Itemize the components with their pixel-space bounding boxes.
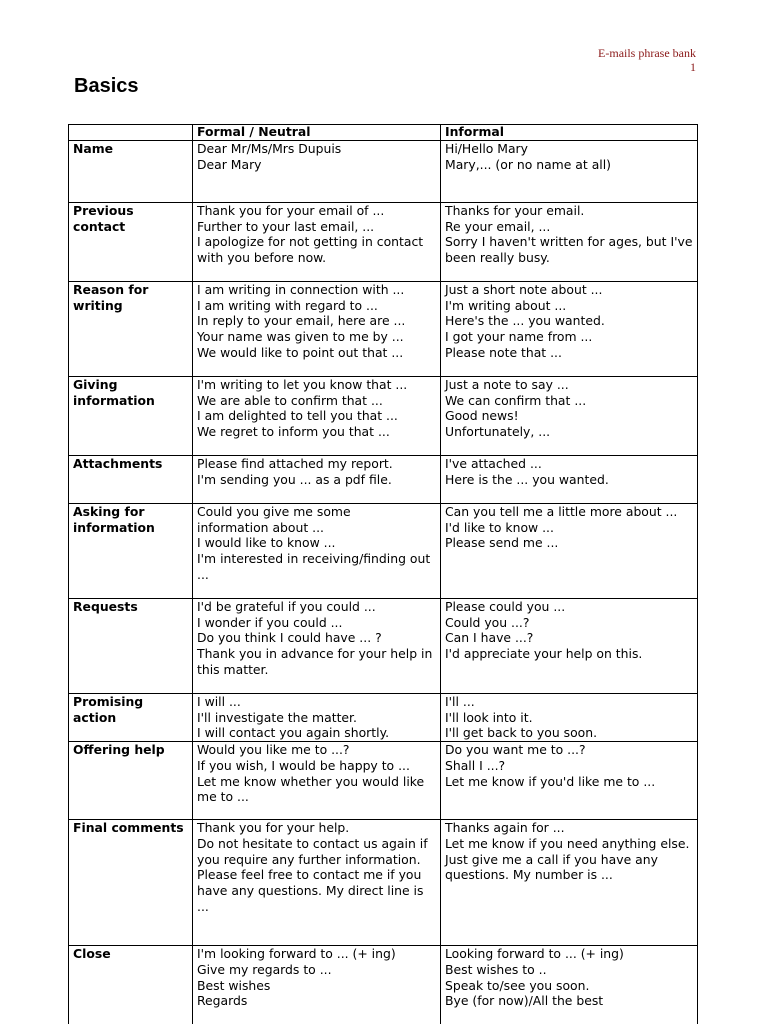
header-doc-name: E-mails phrase bank: [598, 46, 696, 60]
formal-cell: [193, 456, 441, 504]
informal-cell: [441, 946, 698, 1024]
phrase: Shall I ...?: [445, 757, 506, 773]
phrase: Best wishes to ..: [445, 961, 547, 977]
phrase: Let me know if you'd like me to ...: [445, 773, 656, 789]
phrase: I am writing in connection with ...: [197, 282, 405, 297]
phrase: I'm interested in receiving/finding out ...: [197, 551, 431, 582]
phrase: Can I have ...?: [445, 630, 534, 646]
informal-cell: [441, 141, 698, 203]
table-row: [69, 504, 698, 599]
category-cell: Attachments: [69, 456, 193, 504]
table-row: [69, 742, 698, 820]
phrase: We regret to inform you that ...: [197, 424, 390, 440]
informal-cell: [441, 504, 698, 599]
phrase: Let me know whether you would like me to ...: [197, 773, 425, 805]
phrase: In reply to your email, here are ...: [197, 313, 406, 329]
header-category: [69, 125, 193, 141]
phrase: I am writing with regard to ...: [197, 297, 378, 313]
formal-cell: [193, 282, 441, 377]
phrase: Looking forward to ... (+ ing): [445, 946, 624, 962]
phrase: I'm writing to let you know that ...: [197, 377, 408, 392]
phrase: I would like to know ...: [197, 535, 336, 551]
phrase: Best wishes: [197, 977, 271, 993]
category-cell: Giving information: [69, 377, 193, 456]
phrase: Do you want me to ...?: [445, 742, 586, 758]
header-formal: Formal / Neutral: [193, 125, 441, 141]
phrase: I wonder if you could ...: [197, 614, 343, 630]
phrase: Just a short note about ...: [445, 282, 603, 297]
phrase: Do not hesitate to contact us again if you require any further information.: [197, 835, 428, 867]
phrase: Do you think I could have ... ?: [197, 630, 382, 646]
informal-cell: [441, 456, 698, 504]
phrase: Speak to/see you soon.: [445, 977, 590, 993]
category-cell: Promising action: [69, 694, 193, 742]
table-row: [69, 820, 698, 946]
phrase: Re your email, ...: [445, 218, 551, 234]
phrase: I got your name from ...: [445, 329, 593, 345]
phrase: Sorry I haven't written for ages, but I've been really busy.: [445, 234, 693, 266]
table-row: [69, 599, 698, 694]
phrase: Thank you in advance for your help in this matter.: [197, 646, 433, 677]
phrase: Just a note to say ...: [445, 377, 569, 392]
header-informal: Informal: [441, 125, 698, 141]
informal-cell: [441, 694, 698, 742]
category-cell: Requests: [69, 599, 193, 694]
informal-cell: [441, 742, 698, 820]
phrase: I'm looking forward to ... (+ ing): [197, 946, 396, 962]
phrase: I'll look into it.: [445, 709, 533, 725]
informal-cell: [441, 820, 698, 946]
table-row: [69, 203, 698, 282]
formal-cell: [193, 599, 441, 694]
table-row: [69, 946, 698, 1024]
phrase: Your name was given to me by ...: [197, 329, 404, 345]
phrase: I'll ...: [445, 694, 475, 709]
phrase: Dear Mr/Ms/Mrs Dupuis: [197, 141, 342, 156]
formal-cell: [193, 377, 441, 456]
table-row: [69, 694, 698, 742]
formal-cell: [193, 203, 441, 282]
phrase: Here's the ... you wanted.: [445, 313, 605, 329]
phrase: Can you tell me a little more about ...: [445, 504, 678, 519]
running-header: [598, 46, 696, 74]
phrase: Regards: [197, 993, 248, 1009]
phrase: We are able to confirm that ...: [197, 392, 383, 408]
formal-cell: [193, 742, 441, 820]
informal-cell: [441, 203, 698, 282]
table-row: [69, 377, 698, 456]
category-cell: Close: [69, 946, 193, 1024]
phrase: Please could you ...: [445, 599, 566, 614]
informal-cell: [441, 282, 698, 377]
phrase: I've attached ...: [445, 456, 542, 471]
table-row: [69, 141, 698, 203]
phrase: I'd be grateful if you could ...: [197, 599, 376, 614]
phrase: Would you like me to ...?: [197, 742, 350, 758]
phrase: I'll get back to you soon.: [445, 725, 598, 741]
phrase: Mary,... (or no name at all): [445, 156, 612, 172]
phrase: Here is the ... you wanted.: [445, 471, 609, 487]
phrase: Thanks for your email.: [445, 203, 585, 218]
phrase: Hi/Hello Mary: [445, 141, 528, 156]
phrase: I'll investigate the matter.: [197, 709, 357, 725]
formal-cell: [193, 946, 441, 1024]
phrase: Please note that ...: [445, 344, 562, 360]
formal-cell: [193, 141, 441, 203]
table-row: [69, 282, 698, 377]
phrase: If you wish, I would be happy to ...: [197, 757, 410, 773]
phrase: We can confirm that ...: [445, 392, 587, 408]
phrase: I apologize for not getting in contact with you before now.: [197, 234, 424, 266]
category-cell: Final comments: [69, 820, 193, 946]
phrase: Thank you for your email of ...: [197, 203, 385, 218]
phrase: I'd like to know ...: [445, 519, 554, 535]
phrase: Please feel free to contact me if you have any questions. My direct line is ...: [197, 867, 424, 914]
category-cell: Asking for information: [69, 504, 193, 599]
table-header-row: [69, 125, 698, 141]
phrase: Please find attached my report.: [197, 456, 393, 471]
header-page-number: 1: [690, 60, 696, 74]
phrase: Give my regards to ...: [197, 961, 332, 977]
category-cell: Name: [69, 141, 193, 203]
phrase: Unfortunately, ...: [445, 424, 551, 440]
phrase: Further to your last email, ...: [197, 218, 375, 234]
phrase: Could you give me some information about ...: [197, 504, 351, 535]
phrase: Thanks again for ...: [445, 820, 565, 836]
page-title: Basics: [74, 75, 139, 97]
formal-cell: [193, 820, 441, 946]
phrase: Please send me ...: [445, 535, 559, 551]
phrase: Dear Mary: [197, 156, 262, 172]
phrase-table: [68, 124, 698, 1024]
category-cell: Previous contact: [69, 203, 193, 282]
phrase: Let me know if you need anything else.: [445, 835, 690, 851]
phrase: I'm sending you ... as a pdf file.: [197, 471, 392, 487]
category-cell: Offering help: [69, 742, 193, 820]
phrase: I'd appreciate your help on this.: [445, 646, 643, 662]
phrase: Just give me a call if you have any questions. My number is ...: [445, 851, 658, 883]
phrase: I will ...: [197, 694, 241, 709]
phrase: Could you ...?: [445, 614, 530, 630]
phrase: I'm writing about ...: [445, 297, 567, 313]
phrase: We would like to point out that ...: [197, 344, 404, 360]
table-row: [69, 456, 698, 504]
category-cell: Reason for writing: [69, 282, 193, 377]
phrase: Good news!: [445, 408, 519, 424]
formal-cell: [193, 694, 441, 742]
formal-cell: [193, 504, 441, 599]
phrase: Thank you for your help.: [197, 820, 350, 836]
phrase: I will contact you again shortly.: [197, 725, 390, 741]
phrase: Bye (for now)/All the best: [445, 993, 604, 1009]
informal-cell: [441, 599, 698, 694]
informal-cell: [441, 377, 698, 456]
phrase: I am delighted to tell you that ...: [197, 408, 398, 424]
